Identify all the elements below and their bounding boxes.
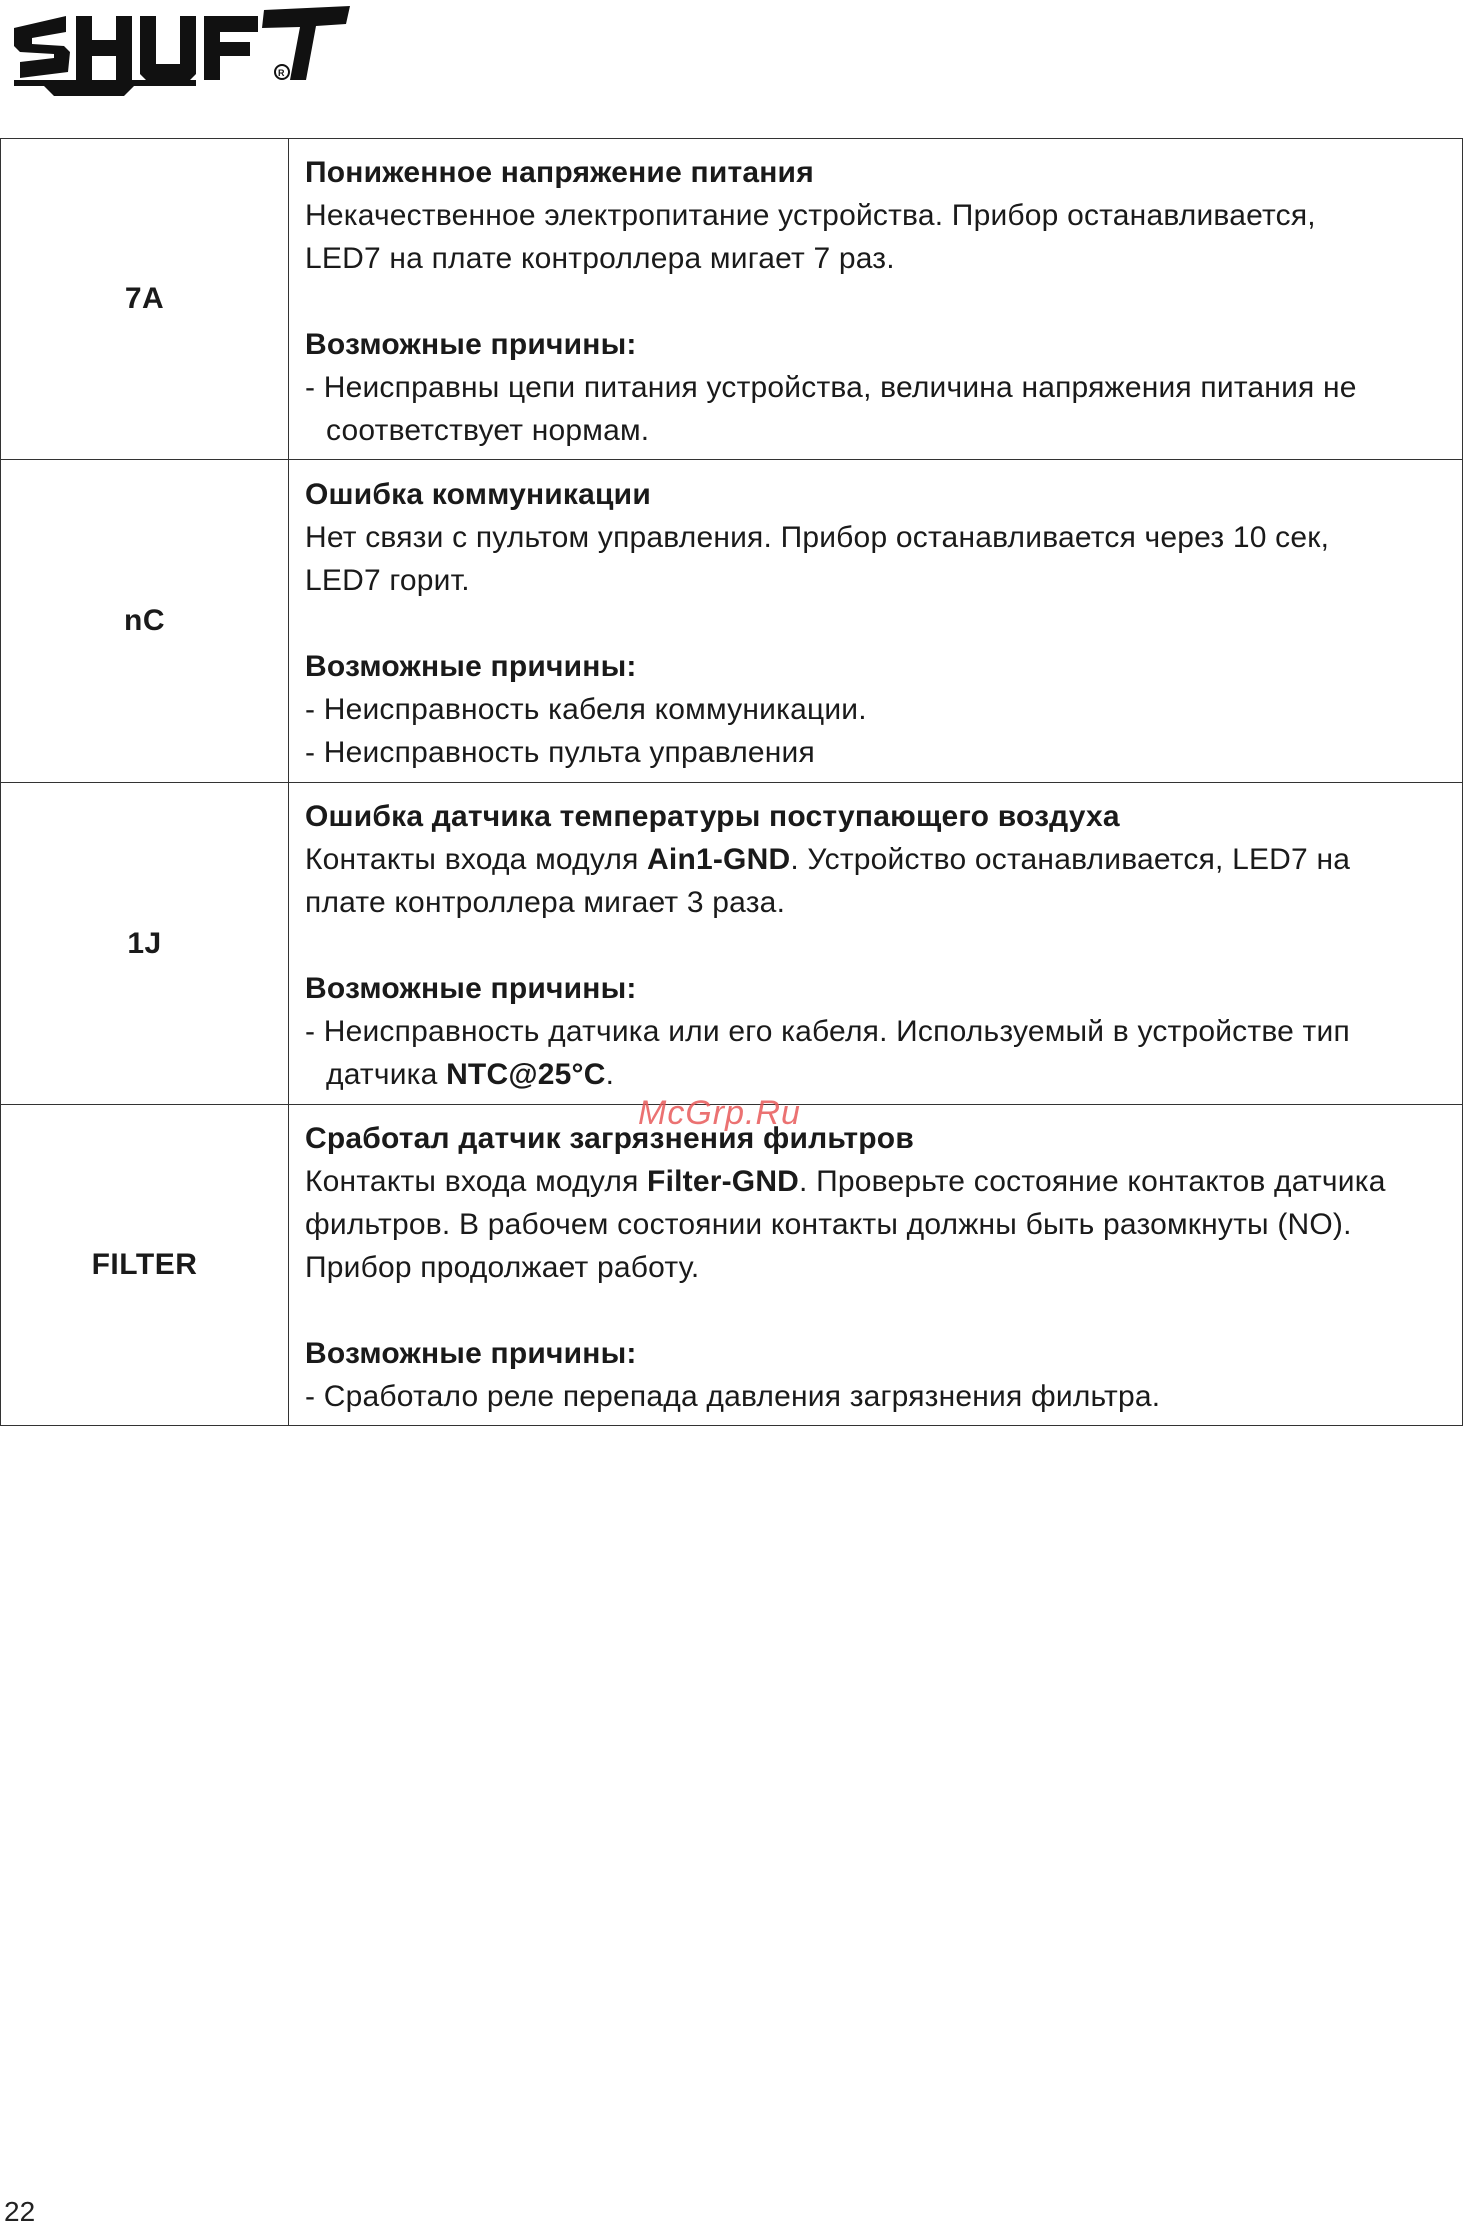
- description-line: фильтров. В рабочем состоянии контакты должны быть разомкнуты (NO).: [305, 1207, 1352, 1241]
- error-title: Ошибка коммуникации: [305, 477, 651, 511]
- description-line: плате контроллера мигает 3 раза.: [305, 886, 786, 919]
- error-description: [289, 460, 1463, 783]
- causes-label: Возможные причины:: [305, 327, 637, 361]
- description-line: Прибор продолжает работу.: [305, 1250, 700, 1284]
- watermark: McGrp.Ru: [638, 1094, 801, 1132]
- error-code: nC: [1, 460, 289, 783]
- description-line: Контакты входа модуля Ain1-GND. Устройство останавливается, LED7 на: [305, 843, 1351, 876]
- error-title: Ошибка датчика температуры поступающего воздуха: [305, 800, 1120, 833]
- error-code: FILTER: [1, 1105, 289, 1426]
- error-title: Пониженное напряжение питания: [305, 155, 814, 189]
- brand-logo: [14, 6, 350, 96]
- error-code: 1J: [1, 783, 289, 1105]
- table-row: [1, 139, 1463, 460]
- causes-label: Возможные причины:: [305, 1336, 637, 1370]
- causes-label: Возможные причины:: [305, 649, 637, 683]
- description-line: Контакты входа модуля Filter-GND. Проверьте состояние контактов датчика: [305, 1164, 1386, 1198]
- description-line: Нет связи с пультом управления. Прибор останавливается через 10 сек,: [305, 520, 1330, 554]
- cause-item: - Неисправность датчика или его кабеля. Используемый в устройстве тип датчика NTC@25°C.: [305, 1015, 1350, 1091]
- table-row: [1, 460, 1463, 783]
- error-code: 7A: [1, 139, 289, 460]
- page-number: 22: [4, 2196, 36, 2227]
- module-contact: Filter-GND: [647, 1164, 800, 1198]
- error-codes-table: [0, 138, 1463, 1426]
- error-description: [289, 1105, 1463, 1426]
- table-row: [1, 783, 1463, 1105]
- cause-item: - Неисправны цепи питания устройства, величина напряжения питания не соответствует нормам.: [305, 370, 1357, 447]
- svg-text:R: R: [278, 68, 285, 78]
- description-line: LED7 на плате контроллера мигает 7 раз.: [305, 241, 895, 275]
- module-contact: Ain1-GND: [647, 843, 791, 876]
- error-description: [289, 783, 1463, 1105]
- error-description: [289, 139, 1463, 460]
- error-title: Сработал датчик загрязнения фильтров: [305, 1121, 914, 1155]
- description-line: LED7 горит.: [305, 563, 470, 597]
- cause-item: - Сработало реле перепада давления загрязнения фильтра.: [305, 1379, 1161, 1413]
- description-line: Некачественное электропитание устройства. Прибор останавливается,: [305, 198, 1316, 232]
- causes-label: Возможные причины:: [305, 972, 637, 1005]
- cause-item: - Неисправность пульта управления: [305, 735, 815, 769]
- table-row: [1, 1105, 1463, 1426]
- sensor-type: NTC@25°C: [446, 1058, 606, 1091]
- cause-item: - Неисправность кабеля коммуникации.: [305, 692, 867, 726]
